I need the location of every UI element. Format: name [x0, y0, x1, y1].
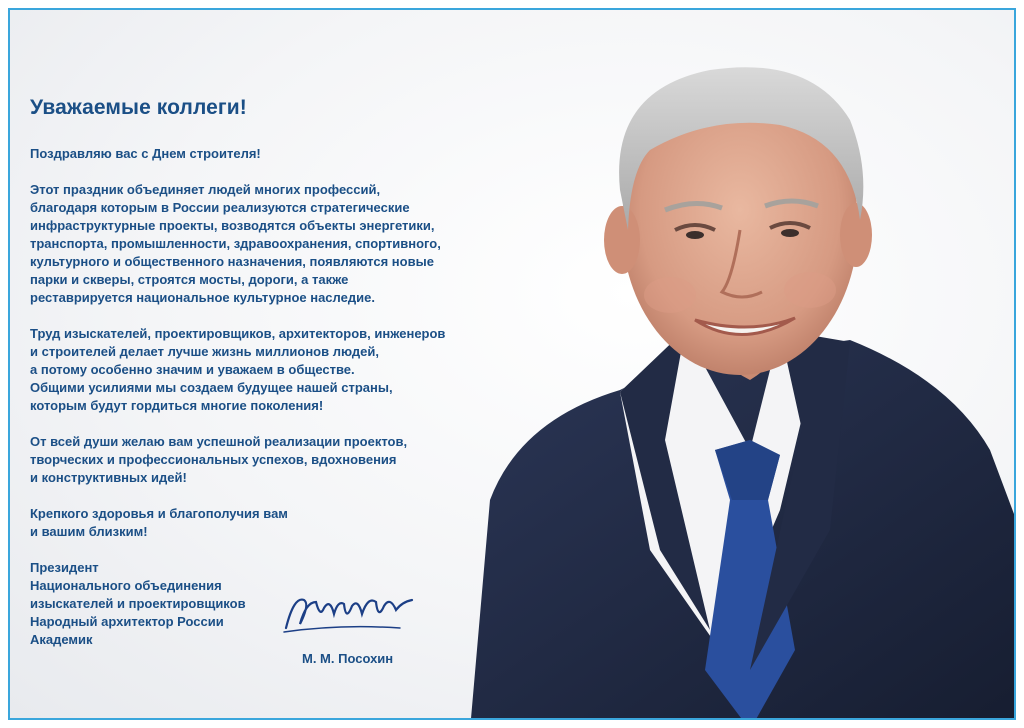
text-line: транспорта, промышленности, здравоохранения, спортивного,	[30, 236, 441, 251]
text-line: Труд изыскателей, проектировщиков, архитекторов, инженеров	[30, 326, 446, 341]
letter-text	[30, 96, 530, 667]
text-line: и строителей делает лучше жизнь миллионов людей,	[30, 344, 379, 359]
text-line: Крепкого здоровья и благополучия вам	[30, 506, 288, 521]
greeting	[30, 145, 530, 163]
greeting-line: Поздравляю вас с Днем строителя!	[30, 146, 261, 161]
text-line: Этот праздник объединяет людей многих профессий,	[30, 182, 381, 197]
text-line: творческих и профессиональных успехов, вдохновения	[30, 452, 397, 467]
text-line: благодаря которым в России реализуются стратегические	[30, 200, 410, 215]
text-line: Общими усилиями мы создаем будущее нашей страны,	[30, 380, 393, 395]
text-line: и вашим близким!	[30, 524, 148, 539]
text-line: а потому особенно значим и уважаем в обществе.	[30, 362, 355, 377]
text-line: инфраструктурные проекты, возводятся объекты энергетики,	[30, 218, 435, 233]
signer-title: изыскателей и проектировщиков	[30, 596, 246, 611]
text-line: От всей души желаю вам успешной реализации проектов,	[30, 434, 408, 449]
paragraph-4	[30, 505, 530, 541]
text-line: культурного и общественного назначения, появляются новые	[30, 254, 434, 269]
paragraph-3	[30, 433, 530, 487]
signer-name: М. М. Посохин	[302, 651, 394, 666]
signer-title: Национального объединения	[30, 578, 222, 593]
signer-title: Академик	[30, 632, 93, 647]
signer-title: Народный архитектор России	[30, 614, 224, 629]
paragraph-2	[30, 325, 530, 415]
handwritten-signature	[280, 588, 420, 638]
text-line: парки и скверы, строятся мосты, дороги, а также	[30, 272, 349, 287]
portrait-photo	[450, 30, 1016, 720]
paragraph-1	[30, 181, 530, 307]
letter-frame	[8, 8, 1016, 720]
signer-title: Президент	[30, 560, 99, 575]
text-line: реставрируется национальное культурное наследие.	[30, 290, 375, 305]
letter-heading: Уважаемые коллеги!	[30, 96, 247, 119]
text-line: и конструктивных идей!	[30, 470, 187, 485]
text-line: которым будут гордиться многие поколения!	[30, 398, 324, 413]
